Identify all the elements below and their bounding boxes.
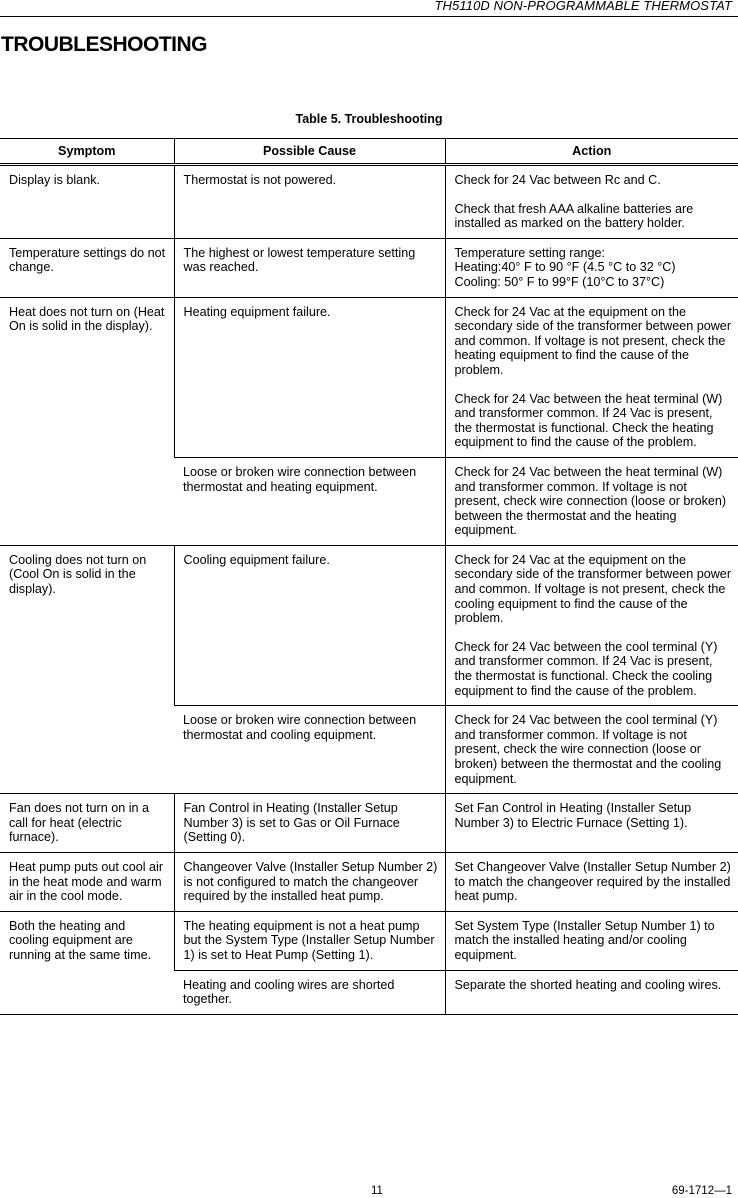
cause-cell: Loose or broken wire connection between thermostat and heating equipment. [174,457,445,545]
table-caption: Table 5. Troubleshooting [295,112,443,126]
action-cell [445,852,738,911]
action-cell [445,165,738,239]
action-cell [445,457,738,545]
cause-cell: The heating equipment is not a heat pump but the System Type (Installer Setup Number 1) is set to Heat Pump (Setting 1). [174,911,445,970]
cause-cell: Loose or broken wire connection between thermostat and cooling equipment. [174,706,445,794]
action-text: Check for 24 Vac between the heat terminal (W) and transformer common. If voltage is not present, check wire connection (loose or broken) between the thermostat and the heating equipment. [454,464,727,538]
cause-cell: Thermostat is not powered. [174,165,445,239]
table-row [0,165,738,239]
page-number: 11 [371,1185,383,1197]
action-cell [445,794,738,853]
symptom-cell: Both the heating and cooling equipment are running at the same time. [0,911,174,1014]
action-text: Check that fresh AAA alkaline batteries are installed as marked on the battery holder. [454,201,694,231]
document-number: 69-1712—1 [671,1185,732,1197]
action-cell [445,911,738,970]
action-text: Check for 24 Vac between the cool terminal (Y) and transformer common. If voltage is not present, check the wire connection (loose or broken) between the thermostat and the cooling equipment. [454,713,722,786]
cause-cell: Heating equipment failure. [174,297,445,457]
cause-cell: Heating and cooling wires are shorted together. [174,970,445,1014]
action-cell [445,706,738,794]
action-text: Set Changeover Valve (Installer Setup Number 2) to match the changeover required by the installed heat pump. [454,859,731,904]
action-cell [445,238,738,297]
cause-cell: Changeover Valve (Installer Setup Number 2) is not configured to match the changeover required by the installed heat pump. [174,852,445,911]
symptom-cell: Cooling does not turn on (Cool On is solid in the display). [0,545,174,793]
column-header-possible-cause: Possible Cause [174,139,445,165]
action-text: Set System Type (Installer Setup Number 1) to match the installed heating and/or cooling equipment. [454,918,715,962]
table-row [0,297,738,457]
table-row [0,911,738,970]
section-title: TROUBLESHOOTING [1,33,207,56]
column-header-symptom: Symptom [0,139,174,165]
troubleshooting-table [0,138,738,1015]
table-row [0,238,738,297]
cause-cell: The highest or lowest temperature setting was reached. [174,238,445,297]
action-text: Check for 24 Vac between Rc and C. [454,173,661,187]
cause-cell: Cooling equipment failure. [174,545,445,705]
action-text: Separate the shorted heating and cooling wires. [454,977,722,992]
table-row [0,794,738,853]
action-text: Heating:40° F to 90 °F (4.5 °C to 32 °C) [454,260,676,275]
action-cell [445,970,738,1014]
action-text: Check for 24 Vac between the cool terminal (Y) and transformer common. If 24 Vac is present, the thermostat is functional. Check the cooling equipment to find the cause of the problem. [454,639,718,698]
table-header-row [0,139,738,165]
symptom-cell: Display is blank. [0,165,174,239]
action-text: Set Fan Control in Heating (Installer Setup Number 3) to Electric Furnace (Setting 1). [454,801,692,830]
symptom-cell: Fan does not turn on in a call for heat (electric furnace). [0,794,174,853]
action-text: Check for 24 Vac at the equipment on the secondary side of the transformer between power and common. If voltage is not present, check the heating equipment to find the cause of the problem. [454,304,732,377]
cause-cell: Fan Control in Heating (Installer Setup Number 3) is set to Gas or Oil Furnace (Setting 0). [174,794,445,853]
symptom-cell: Heat pump puts out cool air in the heat mode and warm air in the cool mode. [0,852,174,911]
column-header-action: Action [445,139,738,165]
symptom-cell: Temperature settings do not change. [0,238,174,297]
symptom-cell: Heat does not turn on (Heat On is solid in the display). [0,297,174,545]
action-cell [445,297,738,457]
header-rule [0,16,738,17]
action-text: Check for 24 Vac at the equipment on the secondary side of the transformer between power and common. If voltage is not present, check the cooling equipment to find the cause of the problem. [454,552,732,626]
action-cell [445,545,738,705]
action-text: Cooling: 50° F to 99°F (10°C to 37°C) [454,274,665,289]
table-row [0,852,738,911]
table-row [0,545,738,705]
action-text: Temperature setting range: [454,245,606,260]
action-text: Check for 24 Vac between the heat terminal (W) and transformer common. If 24 Vac is present, the thermostat is functional. Check the heating equipment to find the cause of the problem. [454,391,723,450]
document-header-title: TH5110D NON-PROGRAMMABLE THERMOSTAT [434,0,732,13]
